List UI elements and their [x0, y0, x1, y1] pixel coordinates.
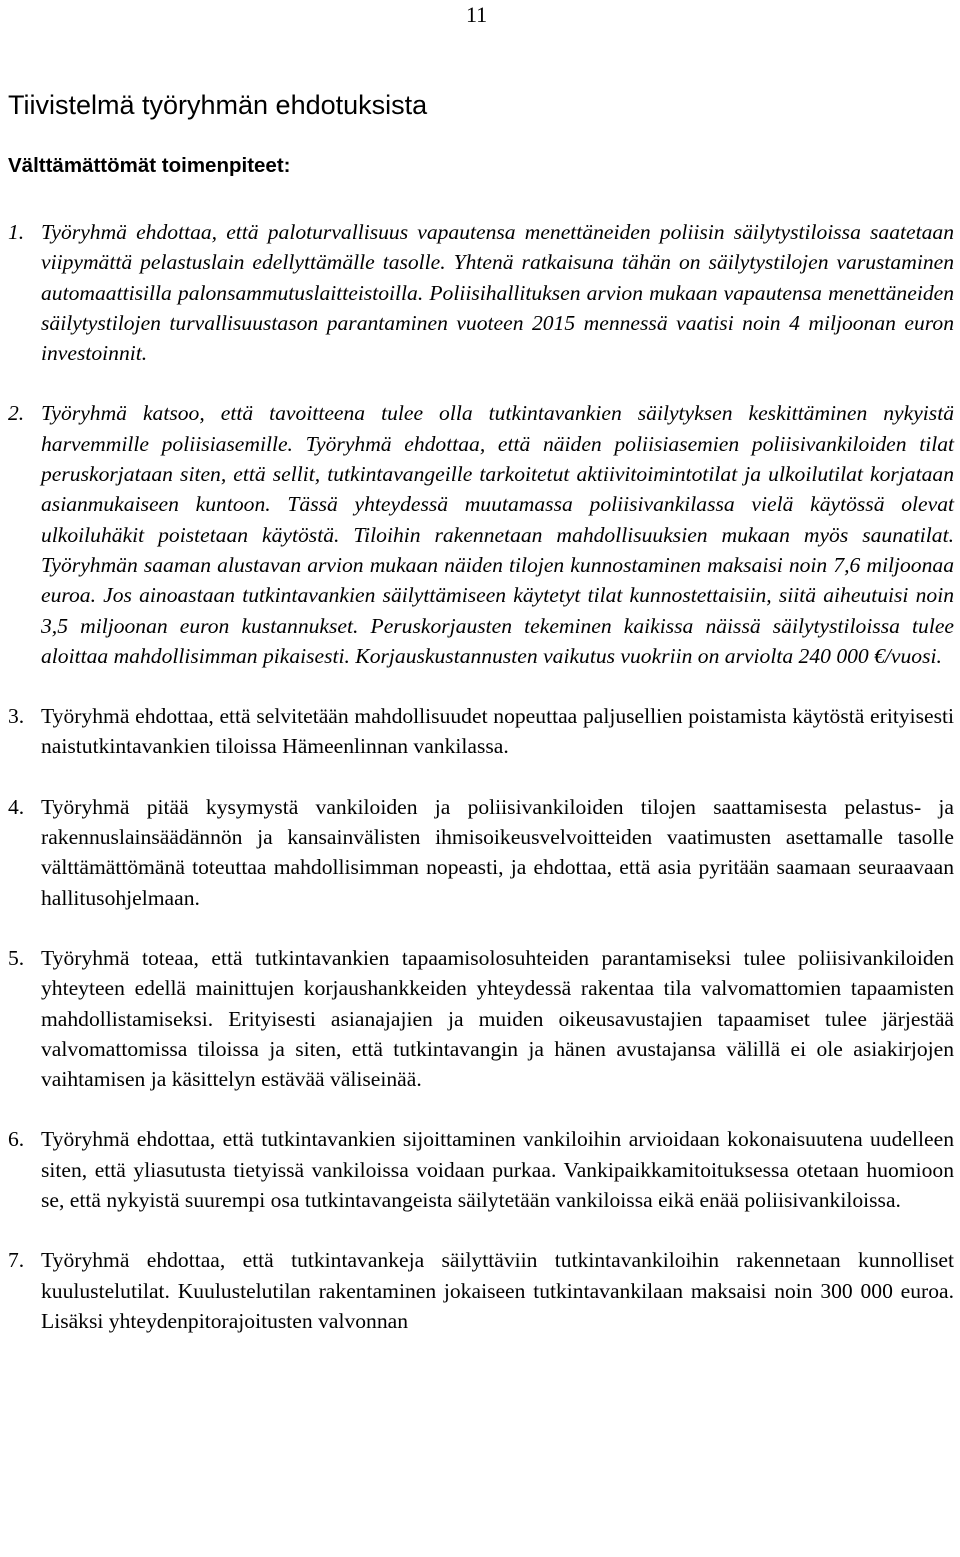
proposal-item-3 [8, 701, 954, 762]
item-number: 1. [8, 220, 25, 244]
item-number: 3. [8, 704, 25, 729]
section-heading: Välttämättömät toimenpiteet: [8, 154, 291, 177]
item-text: Työryhmä ehdottaa, että selvitetään mahdollisuudet nopeuttaa paljusellien poistamista käytöstä erityisesti naistutkintavankien tiloissa Hämeenlinnan vankilassa. [41, 704, 954, 759]
item-number: 2. [8, 401, 25, 426]
page-title: Tiivistelmä työryhmän ehdotuksista [8, 90, 428, 120]
proposal-item-2 [8, 398, 954, 671]
item-text: Työryhmä ehdottaa, että paloturvallisuus vapautensa menettäneiden poliisin säilytystiloissa saatetaan viipymättä pelastuslain edellyttämälle tasolle. Yhtenä ratkaisuna tähän on säilytystilojen varustaminen automaattisilla palonsammutuslaitteistoilla. Poliisihallituksen arvion mukaan vapautensa menettäneiden säilytystilojen turvallisuustason parantaminen vuoteen 2015 mennessä vaatisi noin 4 miljoonan euron investoinnit. [41, 220, 954, 366]
item-number: 5. [8, 945, 25, 970]
item-number: 6. [8, 1127, 25, 1152]
proposal-item-6 [8, 1124, 954, 1215]
item-number: 4. [8, 794, 25, 819]
item-text: Työryhmä ehdottaa, että tutkintavankeja säilyttäviin tutkintavankiloihin rakennetaan kunnolliset kuulustelutilat. Kuulustelutilan rakentaminen jokaiseen tutkintavankilaan maksaisi noin 300 000 euroa. Lisäksi yhteydenpitorajoitusten valvonnan [41, 1248, 954, 1333]
item-text: Työryhmä katsoo, että tavoitteena tulee olla tutkintavankien säilytyksen keskittäminen nykyistä harvemmille poliisiasemille. Työryhmä ehdottaa, että näiden poliisiasemien poliisivankiloiden tilat peruskorjataan siten, että sellit, tutkintavangeille tarkoitetut aktiivitoimintotilat ja ulkoilutilat korjataan asianmukaiseen kuntoon. Tässä yhteydessä muutamassa poliisivankilassa vielä käytössä olevat ulkoiluhäkit poistetaan käytöstä. Tiloihin rakennetaan mahdollisuuksien mukaan myös saunatilat. Työryhmän saaman alustavan arvion mukaan näiden tilojen kunnostaminen maksaisi noin 7,6 miljoonaa euroa. Jos ainoastaan tutkintavankien säilyttämiseen käytetyt tilat kunnostettaisiin, siitä aiheutuisi noin 3,5 miljoonan euron kustannukset. Peruskorjausten tekeminen kaikissa näissä säilytystiloissa tulee aloittaa mahdollisimman pikaisesti. Korjauskustannusten vaikutus vuokriin on arviolta 240 000 €/vuosi. [41, 401, 954, 668]
proposal-list [8, 217, 954, 1366]
item-text: Työryhmä ehdottaa, että tutkintavankien sijoittaminen vankiloihin arvioidaan kokonaisuutena uudelleen siten, että yliasutusta tietyissä vankiloissa voidaan purkaa. Vankipaikkamitoituksessa otetaan huomioon se, että nykyistä suurempi osa tutkintavangeista säilytetään vankiloissa eikä enää poliisivankiloissa. [41, 1127, 954, 1213]
item-text: Työryhmä toteaa, että tutkintavankien tapaamisolosuhteiden parantamiseksi tulee poliisivankiloiden yhteyteen edellä mainittujen korjaushankkeiden yhteydessä rakentaa tila valvomattomien tapaamisten mahdollistamiseksi. Erityisesti asianajajien ja muiden oikeusavustajien tapaamiset tulee järjestää valvomattomissa tiloissa ja siten, että tutkintavangin ja hänen avustajansa välillä ei ole asiakirjojen vaihtamisen ja käsittelyn estävää väliseinää. [41, 945, 954, 1092]
proposal-item-5 [8, 943, 954, 1094]
proposal-item-7 [8, 1245, 954, 1336]
page-number: 11 [466, 2, 488, 27]
proposal-item-1 [8, 217, 954, 368]
item-number: 7. [8, 1248, 25, 1273]
proposal-item-4 [8, 792, 954, 913]
item-text: Työryhmä pitää kysymystä vankiloiden ja poliisivankiloiden tilojen saattamisesta pelastus- ja rakennuslainsäädännön ja kansainvälisten ihmisoikeusvelvoitteiden vaatimusten asettamalle tasolle välttämättömänä toteuttaa mahdollisimman nopeasti, ja ehdottaa, että asia pyritään saamaan seuraavaan hallitusohjelmaan. [41, 794, 954, 910]
